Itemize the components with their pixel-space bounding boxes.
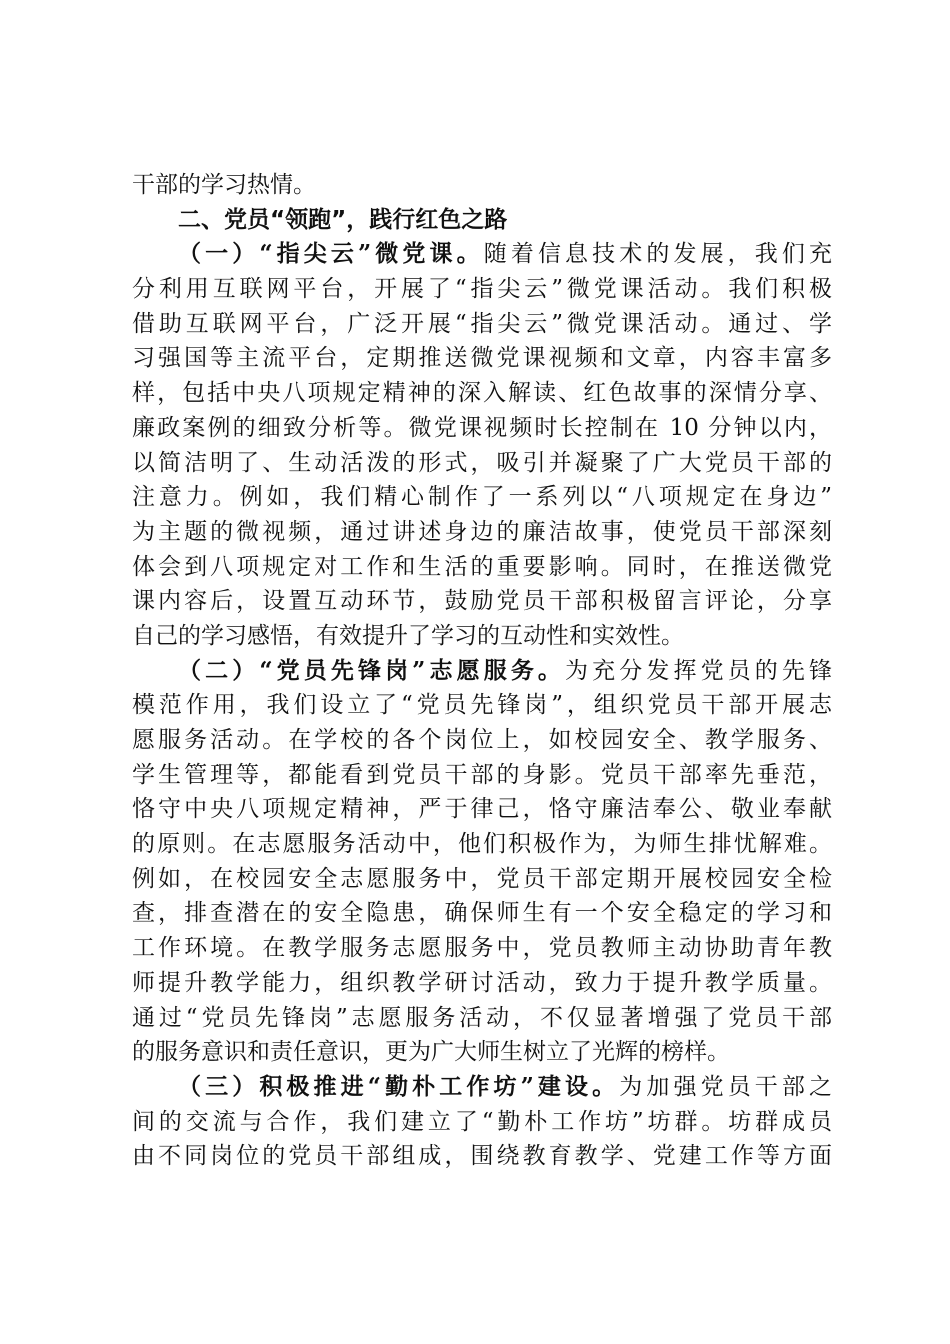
paragraph-line: 习强国等主流平台，定期推送微党课视频和文章，内容丰富多 [132, 345, 832, 372]
section-heading: 二、党员“领跑”，践行红色之路 [178, 206, 508, 233]
paragraph-line: 廉政案例的细致分析等。微党课视频时长控制在 10 分钟以内， [132, 414, 832, 441]
paragraph-line: 体会到八项规定对工作和生活的重要影响。同时，在推送微党 [132, 553, 832, 580]
paragraph-line: 工作环境。在教学服务志愿服务中，党员教师主动协助青年教 [132, 935, 832, 962]
paragraph-line: （一）“指尖云”微党课。随着信息技术的发展，我们充 [178, 240, 832, 268]
paragraph-continuation: 干部的学习热情。 [132, 172, 316, 198]
paragraph-line: 的服务意识和责任意识，更为广大师生树立了光辉的榜样。 [132, 1039, 730, 1066]
paragraph-line: 以简洁明了、生动活泼的形式，吸引并凝聚了广大党员干部的 [132, 449, 832, 476]
paragraph-line: 注意力。例如，我们精心制作了一系列以“八项规定在身边” [132, 484, 832, 511]
paragraph-line: 学生管理等，都能看到党员干部的身影。党员干部率先垂范， [132, 761, 832, 788]
paragraph-line: 师提升教学能力，组织教学研讨活动，致力于提升教学质量。 [132, 969, 832, 996]
subsection-title: （二）“党员先锋岗”志愿服务。 [178, 656, 566, 684]
paragraph-line: 愿服务活动。在学校的各个岗位上，如校园安全、教学服务、 [132, 727, 832, 753]
paragraph-line: 借助互联网平台，广泛开展“指尖云”微党课活动。通过、学 [132, 310, 832, 337]
paragraph-line: 查，排查潜在的安全隐患，确保师生有一个安全稳定的学习和 [132, 900, 832, 927]
paragraph-line: 课内容后，设置互动环节，鼓励党员干部积极留言评论，分享 [132, 588, 832, 615]
paragraph-line: 模范作用，我们设立了“党员先锋岗”，组织党员干部开展志 [132, 692, 832, 719]
paragraph-line: （二）“党员先锋岗”志愿服务。为充分发挥党员的先锋 [178, 656, 832, 684]
paragraph-line: 由不同岗位的党员干部组成，围绕教育教学、党建工作等方面 [132, 1143, 832, 1170]
subsection-title: （一）“指尖云”微党课。 [178, 240, 484, 268]
subsection-title: （三）积极推进“勤朴工作坊”建设。 [178, 1072, 620, 1100]
paragraph-line: （三）积极推进“勤朴工作坊”建设。为加强党员干部之 [178, 1072, 833, 1100]
paragraph-line: 例如，在校园安全志愿服务中，党员干部定期开展校园安全检 [132, 865, 832, 892]
paragraph-line: 样，包括中央八项规定精神的深入解读、红色故事的深情分享、 [132, 380, 832, 407]
paragraph-line: 自己的学习感悟，有效提升了学习的互动性和实效性。 [132, 622, 684, 649]
paragraph-line: 间的交流与合作，我们建立了“勤朴工作坊”坊群。坊群成员 [132, 1108, 832, 1135]
document-body [132, 168, 832, 1174]
paragraph-line: 通过“党员先锋岗”志愿服务活动，不仅显著增强了党员干部 [132, 1004, 832, 1031]
paragraph-line: 分利用互联网平台，开展了“指尖云”微党课活动。我们积极 [132, 276, 832, 303]
paragraph-line: 为主题的微视频，通过讲述身边的廉洁故事，使党员干部深刻 [132, 518, 832, 545]
paragraph-line: 的原则。在志愿服务活动中，他们积极作为，为师生排忧解难。 [132, 831, 832, 858]
paragraph-line: 恪守中央八项规定精神，严于律己，恪守廉洁奉公、敬业奉献 [132, 796, 832, 823]
